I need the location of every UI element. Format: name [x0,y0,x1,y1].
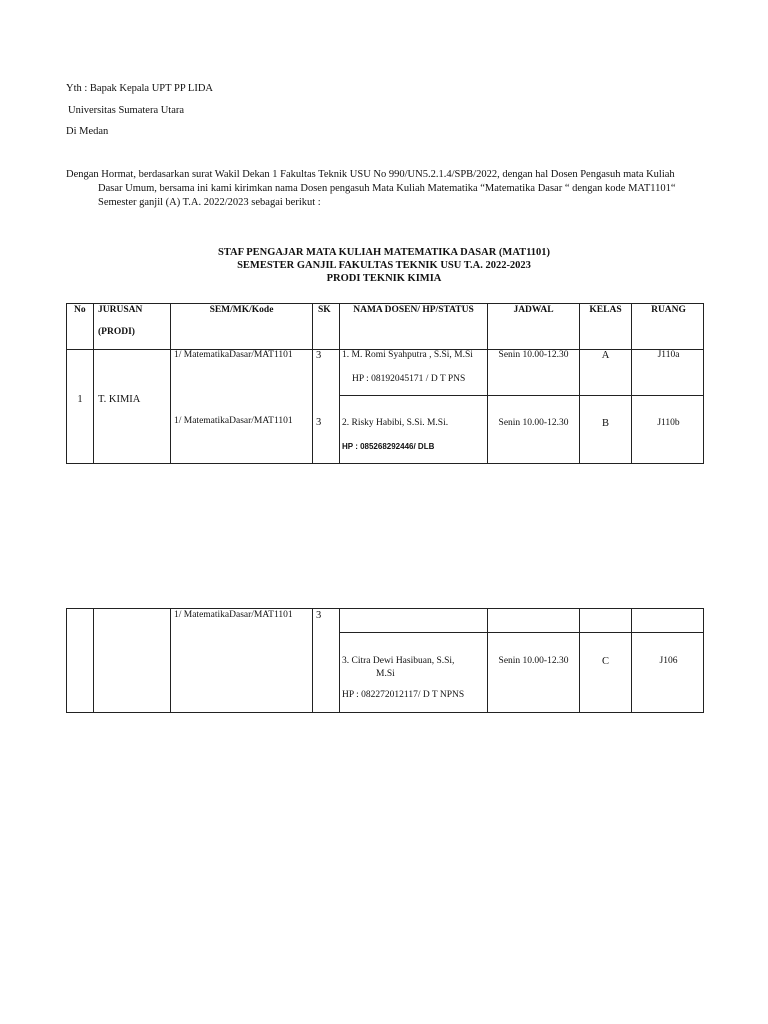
header-dosen: NAMA DOSEN/ HP/STATUS [353,305,474,315]
recipient-line: Yth : Bapak Kepala UPT PP LIDA [66,83,213,94]
row3-sem: 1/ MatematikaDasar/MAT1101 [174,610,293,620]
intro-line-3: Semester ganjil (A) T.A. 2022/2023 sebagai berikut : [98,197,321,208]
row2-dosen: 2. Risky Habibi, S.Si. M.Si. [342,418,449,428]
row3-sk: 3 [316,610,322,621]
header-prodi: (PRODI) [98,327,135,337]
row2-sk: 3 [316,417,322,428]
header-jadwal: JADWAL [513,305,554,315]
row3-jadwal: Senin 10.00-12.30 [498,656,569,666]
intro-line-1: Dengan Hormat, berdasarkan surat Wakil Dekan 1 Fakultas Teknik USU No 990/UN5.2.1.4/SPB/2022, dengan hal Dosen Pengasuh mata Kuliah [66,169,675,180]
staff-table [66,303,704,464]
row2-hp: HP : 085268292446/ DLB [342,442,435,451]
intro-line-2: Dasar Umum, bersama ini kami kirimkan nama Dosen pengasuh Mata Kuliah Matematika “Matematika Dasar “ dengan kode MAT1101“ [98,183,676,194]
header-kelas: KELAS [589,305,622,315]
title-line-2: SEMESTER GANJIL FAKULTAS TEKNIK USU T.A. 2022-2023 [237,260,531,271]
title-line-1: STAF PENGAJAR MATA KULIAH MATEMATIKA DASAR (MAT1101) [217,247,551,258]
title-line-3: PRODI TEKNIK KIMIA [326,273,442,284]
header-sk: SK [318,305,331,315]
row1-jadwal: Senin 10.00-12.30 [498,350,569,360]
row2-jadwal: Senin 10.00-12.30 [498,418,569,428]
row3-dosen: 3. Citra Dewi Hasibuan, S.Si, [342,656,455,666]
row3-dosen-title: M.Si [376,669,395,679]
row1-ruang: J110a [657,350,680,360]
row1-kelas: A [601,350,610,361]
header-jurusan: JURUSAN [98,305,143,315]
row2-sem: 1/ MatematikaDasar/MAT1101 [174,416,293,426]
intro-paragraph [66,168,710,210]
row1-hp: HP : 08192045171 / D T PNS [352,374,466,384]
row3-kelas: C [601,656,609,667]
header-sem: SEM/MK/Kode [209,305,274,315]
row-no: 1 [77,394,83,405]
row1-sem: 1/ MatematikaDasar/MAT1101 [174,350,293,360]
table-title [0,246,768,285]
city-line: Di Medan [66,126,109,137]
staff-table-continued [66,608,704,713]
header-ruang: RUANG [651,305,686,315]
row2-kelas: B [601,418,609,429]
row1-dosen: 1. M. Romi Syahputra , S.Si, M.Si [342,350,473,360]
university-line: Universitas Sumatera Utara [68,105,185,116]
row3-ruang: J106 [659,656,678,666]
row2-ruang: J110b [657,418,680,428]
header-no: No [74,305,86,315]
row3-hp: HP : 082272012117/ D T NPNS [342,690,465,700]
row-jurusan: T. KIMIA [98,394,141,405]
row1-sk: 3 [316,350,322,361]
